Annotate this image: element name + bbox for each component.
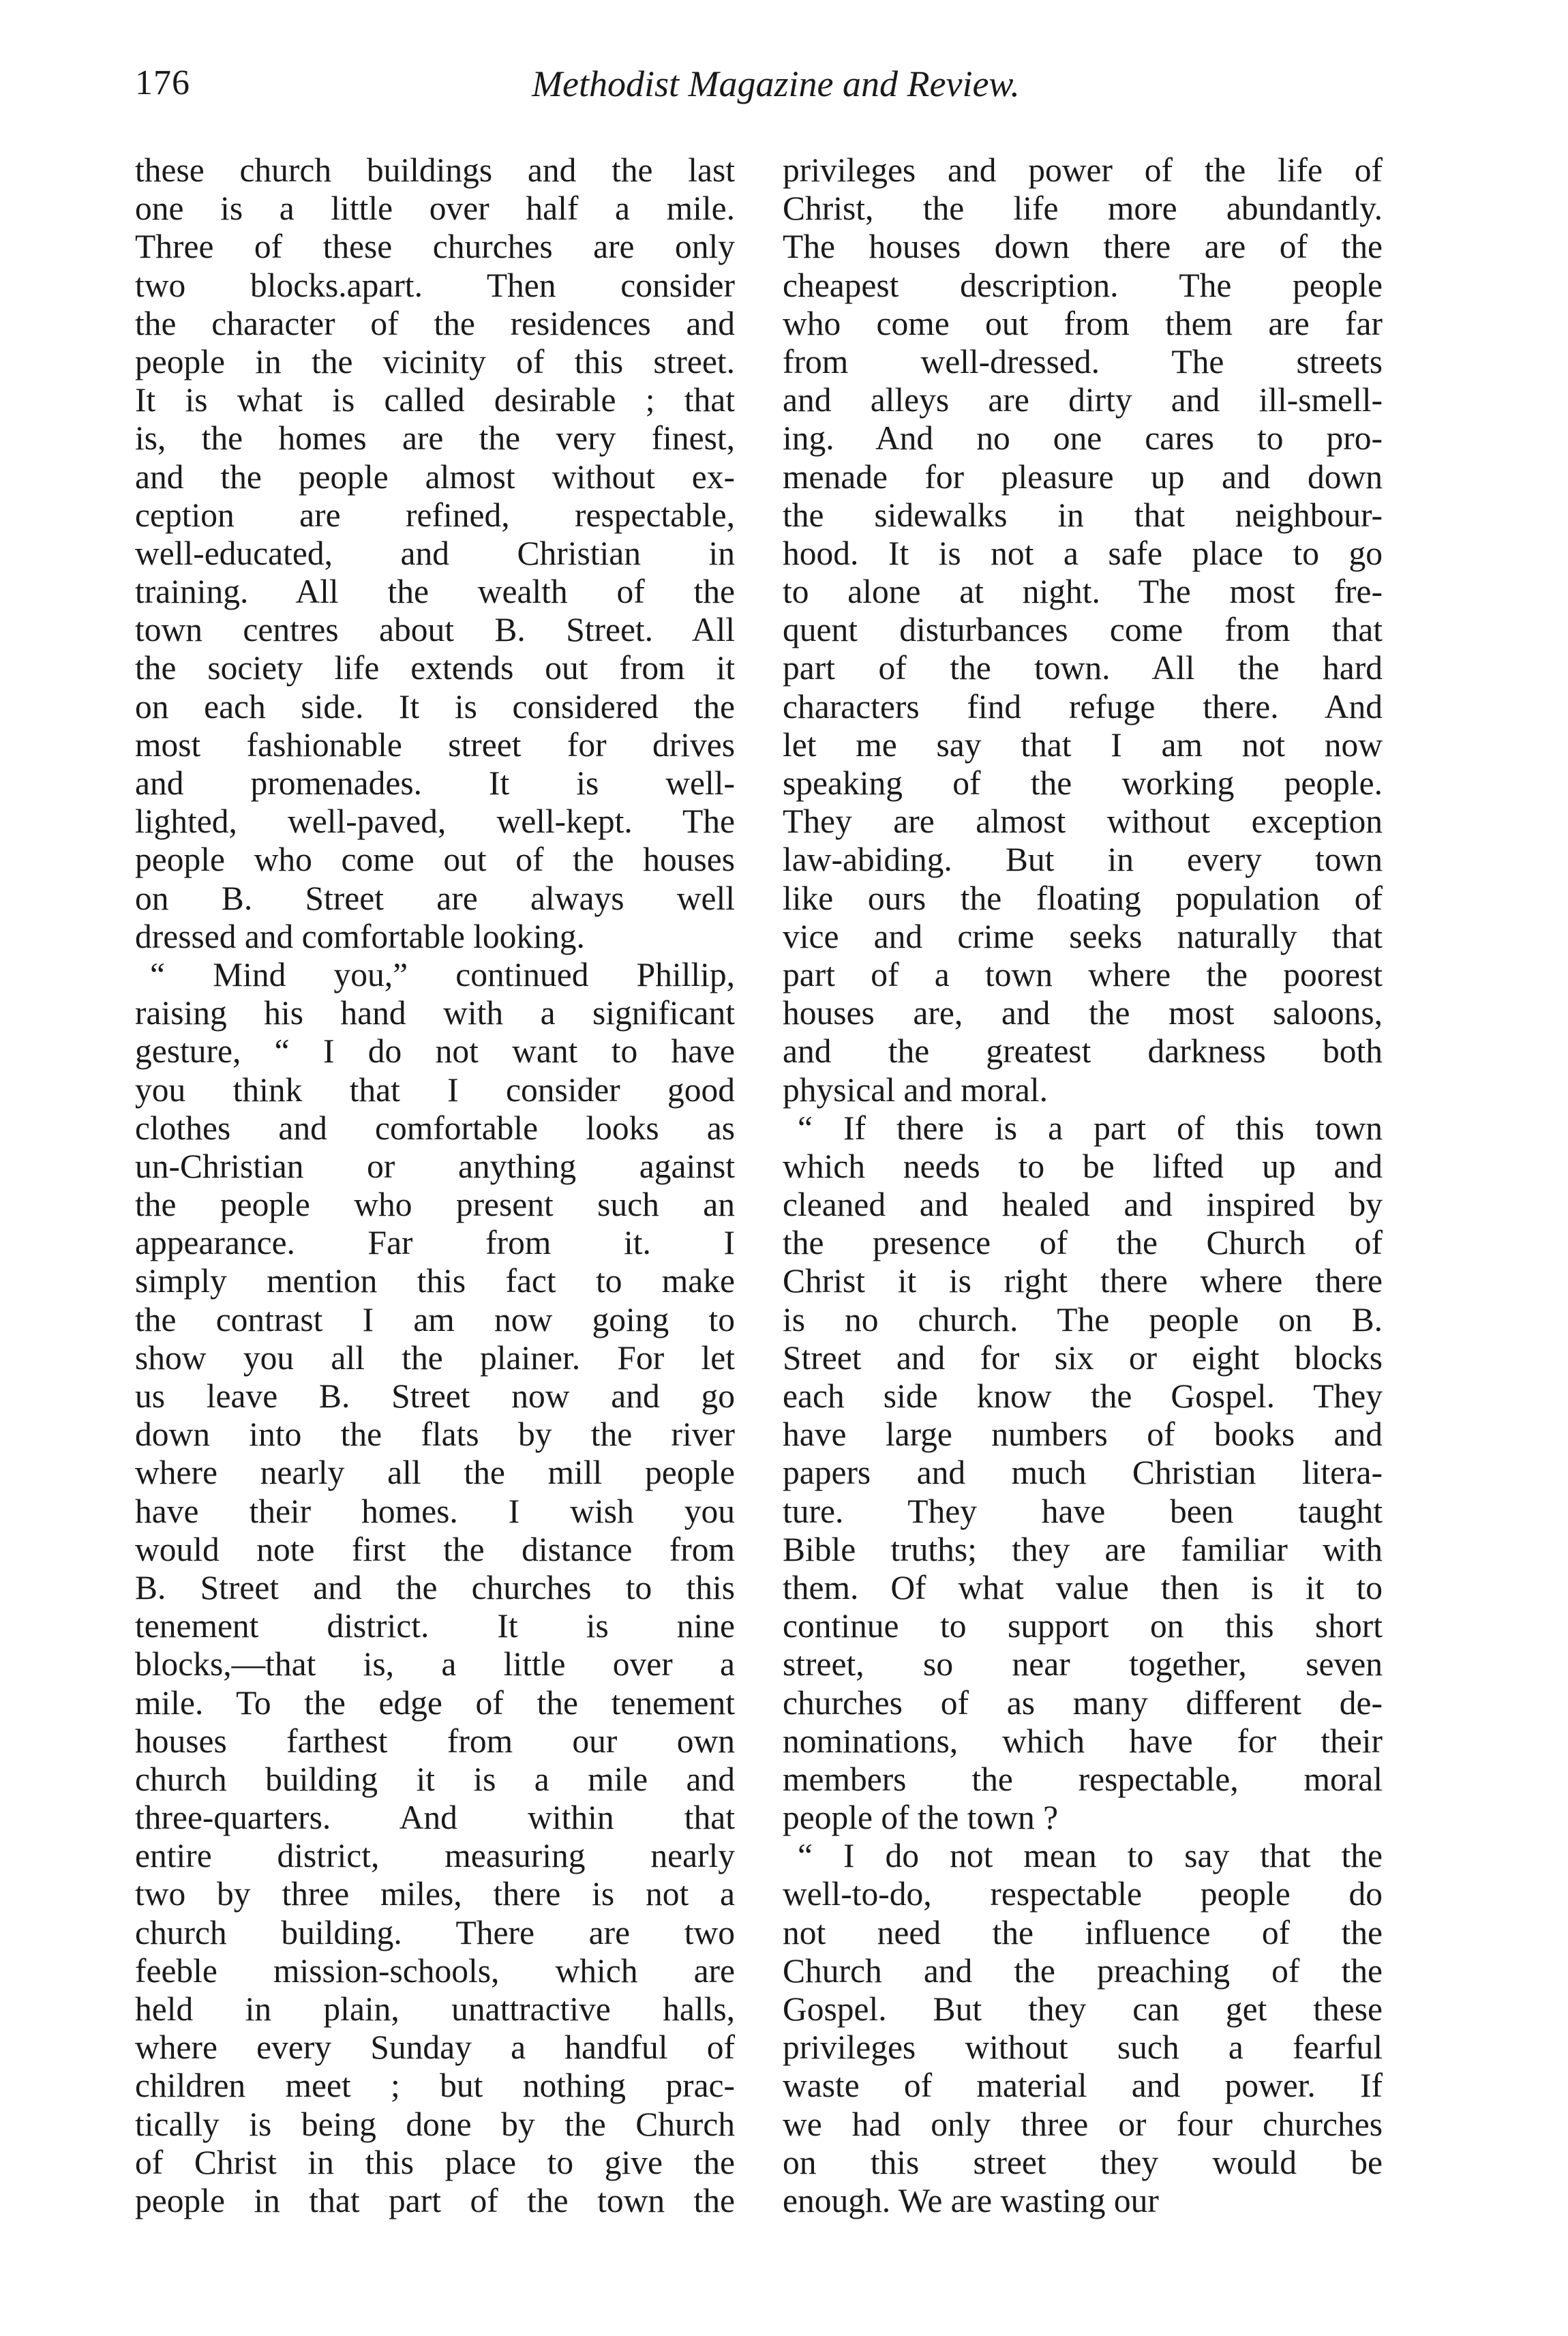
text-line: “ If there is a part of this town (798, 1109, 1383, 1147)
text-line: simply mention this fact to make (135, 1262, 735, 1300)
text-line: characters find refuge there. And (783, 687, 1383, 725)
text-line: the society life extends out from it (135, 649, 735, 687)
text-line: from well-dressed. The streets (783, 342, 1383, 380)
text-line: houses farthest from our own (135, 1722, 735, 1760)
text-line: like ours the floating population of (783, 879, 1383, 917)
text-line: have their homes. I wish you (135, 1492, 735, 1530)
text-line: cheapest description. The people (783, 266, 1383, 304)
text-line: well-educated, and Christian in (135, 534, 735, 572)
text-line: feeble mission-schools, which are (135, 1951, 735, 1990)
text-line: gesture, “ I do not want to have (135, 1032, 735, 1070)
text-line: ture. They have been taught (783, 1492, 1383, 1530)
text-line: which needs to be lifted up and (783, 1147, 1383, 1185)
text-line: Three of these churches are only (135, 228, 735, 266)
text-line: have large numbers of books and (783, 1416, 1383, 1454)
text-line: Street and for six or eight blocks (783, 1338, 1383, 1377)
text-line: and the people almost without ex- (135, 458, 735, 496)
text-line: children meet ; but nothing prac- (135, 2067, 735, 2105)
text-line: three-quarters. And within that (135, 1799, 735, 1837)
text-line: The houses down there are of the (783, 228, 1383, 266)
text-line: tenement district. It is nine (135, 1607, 735, 1645)
text-line: mile. To the edge of the tenement (135, 1683, 735, 1722)
text-line: part of a town where the poorest (783, 955, 1383, 993)
text-line: where nearly all the mill people (135, 1454, 735, 1492)
left-text-column (135, 151, 735, 2220)
text-line: Church and the preaching of the (783, 1951, 1383, 1990)
text-line: “ Mind you,” continued Phillip, (150, 955, 735, 993)
text-line: physical and moral. (783, 1070, 1049, 1109)
text-line: papers and much Christian litera- (783, 1454, 1383, 1492)
text-line: ing. And no one cares to pro- (783, 419, 1383, 458)
text-line: tically is being done by the Church (135, 2105, 735, 2143)
text-line: would note first the distance from (135, 1530, 735, 1568)
text-line: B. Street and the churches to this (135, 1568, 735, 1606)
text-line: blocks,—that is, a little over a (135, 1645, 735, 1683)
text-line: people who come out of the houses (135, 841, 735, 879)
text-line: and alleys are dirty and ill-smell- (783, 381, 1383, 419)
text-line: down into the flats by the river (135, 1416, 735, 1454)
text-line: It is what is called desirable ; that (135, 381, 735, 419)
text-line: us leave B. Street now and go (135, 1377, 735, 1415)
text-line: people in the vicinity of this street. (135, 342, 735, 380)
text-line: privileges and power of the life of (783, 151, 1383, 189)
text-line: appearance. Far from it. I (135, 1224, 735, 1262)
text-line: waste of material and power. If (783, 2067, 1383, 2105)
text-line: town centres about B. Street. All (135, 611, 735, 649)
text-line: and the greatest darkness both (783, 1032, 1383, 1070)
text-line: church building. There are two (135, 1913, 735, 1951)
text-line: the sidewalks in that neighbour- (783, 496, 1383, 534)
text-line: entire district, measuring nearly (135, 1837, 735, 1875)
text-line: menade for pleasure up and down (783, 458, 1383, 496)
text-line: privileges without such a fearful (783, 2028, 1383, 2067)
text-line: training. All the wealth of the (135, 573, 735, 611)
text-line: these church buildings and the last (135, 151, 735, 189)
text-line: and promenades. It is well- (135, 764, 735, 802)
text-line: the character of the residences and (135, 304, 735, 342)
text-line: to alone at night. The most fre- (783, 573, 1383, 611)
text-line: two by three miles, there is not a (135, 1875, 735, 1913)
text-line: houses are, and the most saloons, (783, 994, 1383, 1032)
text-line: them. Of what value then is it to (783, 1568, 1383, 1606)
text-line: who come out from them are far (783, 304, 1383, 342)
text-line: on each side. It is considered the (135, 687, 735, 725)
text-line: They are almost without exception (783, 803, 1383, 841)
text-line: dressed and comfortable looking. (135, 917, 585, 955)
text-line: held in plain, unattractive halls, (135, 1990, 735, 2028)
text-line: people in that part of the town the (135, 2181, 735, 2219)
text-line: most fashionable street for drives (135, 725, 735, 764)
text-line: not need the influence of the (783, 1913, 1383, 1951)
text-line: well-to-do, respectable people do (783, 1875, 1383, 1913)
text-line: you think that I consider good (135, 1070, 735, 1109)
text-line: vice and crime seeks naturally that (783, 917, 1383, 955)
text-line: show you all the plainer. For let (135, 1338, 735, 1377)
text-line: cleaned and healed and inspired by (783, 1186, 1383, 1224)
text-line: Christ, the life more abundantly. (783, 190, 1383, 228)
text-line: is, the homes are the very finest, (135, 419, 735, 458)
text-line: nominations, which have for their (783, 1722, 1383, 1760)
text-line: street, so near together, seven (783, 1645, 1383, 1683)
text-line: part of the town. All the hard (783, 649, 1383, 687)
page-number: 176 (135, 63, 190, 102)
text-line: is no church. The people on B. (783, 1300, 1383, 1338)
text-line: un-Christian or anything against (135, 1147, 735, 1185)
text-line: ception are refined, respectable, (135, 496, 735, 534)
text-line: we had only three or four churches (783, 2105, 1383, 2143)
text-line: churches of as many different de- (783, 1683, 1383, 1722)
text-line: two blocks.apart. Then consider (135, 266, 735, 304)
text-line: raising his hand with a significant (135, 994, 735, 1032)
text-line: of Christ in this place to give the (135, 2143, 735, 2181)
text-line: Bible truths; they are familiar with (783, 1530, 1383, 1568)
text-line: let me say that I am not now (783, 725, 1383, 764)
text-line: on this street they would be (783, 2143, 1383, 2181)
running-head (135, 63, 1417, 117)
text-line: where every Sunday a handful of (135, 2028, 735, 2067)
text-line: “ I do not mean to say that the (798, 1837, 1383, 1875)
text-line: clothes and comfortable looks as (135, 1109, 735, 1147)
text-line: the contrast I am now going to (135, 1300, 735, 1338)
text-line: on B. Street are always well (135, 879, 735, 917)
text-line: Christ it is right there where there (783, 1262, 1383, 1300)
text-line: lighted, well-paved, well-kept. The (135, 803, 735, 841)
text-line: members the respectable, moral (783, 1760, 1383, 1798)
text-line: one is a little over half a mile. (135, 190, 735, 228)
text-line: church building it is a mile and (135, 1760, 735, 1798)
text-line: each side know the Gospel. They (783, 1377, 1383, 1415)
text-line: continue to support on this short (783, 1607, 1383, 1645)
text-line: law-abiding. But in every town (783, 841, 1383, 879)
text-line: hood. It is not a safe place to go (783, 534, 1383, 572)
text-line: speaking of the working people. (783, 764, 1383, 802)
text-line: the presence of the Church of (783, 1224, 1383, 1262)
text-line: people of the town ? (783, 1799, 1059, 1837)
journal-title: Methodist Magazine and Review. (532, 63, 1020, 104)
text-line: the people who present such an (135, 1186, 735, 1224)
text-line: Gospel. But they can get these (783, 1990, 1383, 2028)
text-line: quent disturbances come from that (783, 611, 1383, 649)
text-line: enough. We are wasting our (783, 2181, 1159, 2219)
right-text-column (783, 151, 1383, 2220)
